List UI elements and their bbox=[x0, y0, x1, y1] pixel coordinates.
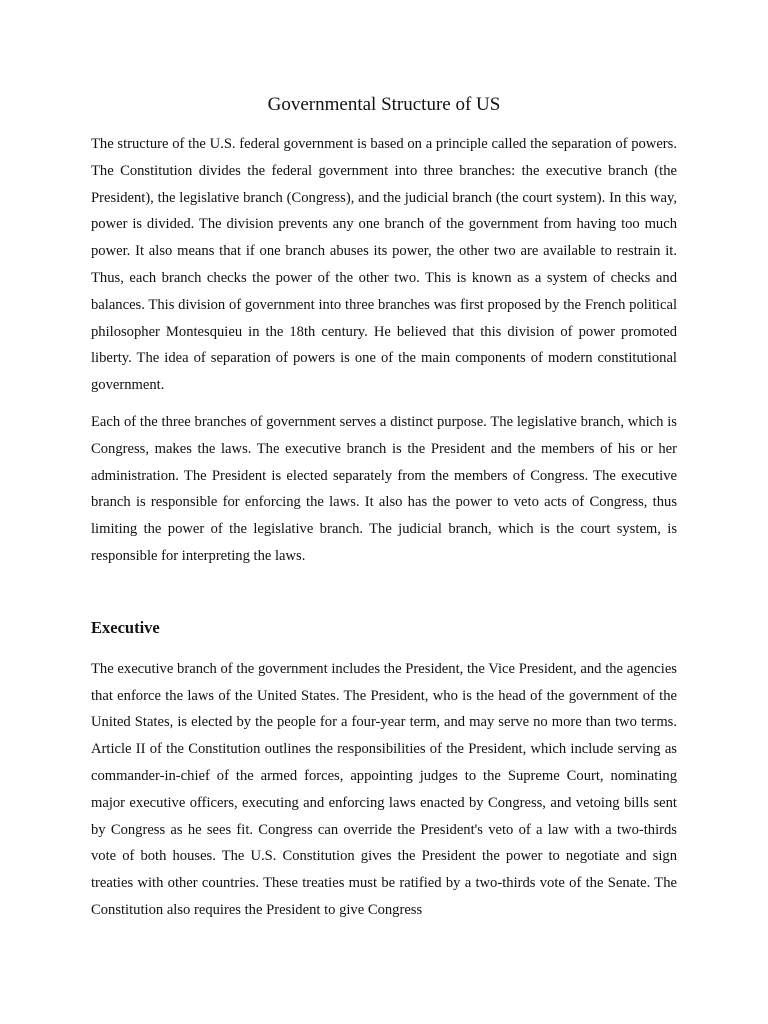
intro-paragraph-2: Each of the three branches of government serves a distinct purpose. The legislative branch, which is Congress, makes the laws. The executive branch is the President and the members of his or her administration. The President is elected separately from the members of Congress. The executive branch is responsible for enforcing the laws. It also has the power to veto acts of Congress, thus limiting the power of the legislative branch. The judicial branch, which is the court system, is responsible for interpreting the laws. bbox=[91, 413, 677, 564]
section-heading-executive: Executive bbox=[91, 617, 160, 637]
document-body bbox=[91, 92, 677, 934]
intro-paragraph-1: The structure of the U.S. federal government is based on a principle called the separation of powers. The Constitution divides the federal government into three branches: the executive branch (the President), the legislative branch (Congress), and the judicial branch (the court system). In this way, power is divided. The division prevents any one branch of the government from having too much power. It also means that if one branch abuses its power, the other two are available to restrain it. Thus, each branch checks the power of the other two. This is known as a system of checks and balances. This division of government into three branches was first proposed by the French political philosopher Montesquieu in the 18th century. He believed that this division of power promoted liberty. The idea of separation of powers is one of the main components of modern constitutional government. bbox=[91, 136, 677, 394]
executive-paragraph: The executive branch of the government includes the President, the Vice President, and the agencies that enforce the laws of the United States. The President, who is the head of the government of the United States, is elected by the people for a four-year term, and may serve no more than two terms. Article II of the Constitution outlines the responsibilities of the President, which include serving as commander-in-chief of the armed forces, appointing judges to the Supreme Court, nominating major executive officers, executing and enforcing laws enacted by Congress, and vetoing bills sent by Congress as he sees fit. Congress can override the President's veto of a law with a two-thirds vote of both houses. The U.S. Constitution gives the President the power to negotiate and sign treaties with other countries. These treaties must be ratified by a two-thirds vote of the Senate. The Constitution also requires the President to give Congress bbox=[91, 660, 677, 918]
document-title: Governmental Structure of US bbox=[267, 94, 501, 115]
